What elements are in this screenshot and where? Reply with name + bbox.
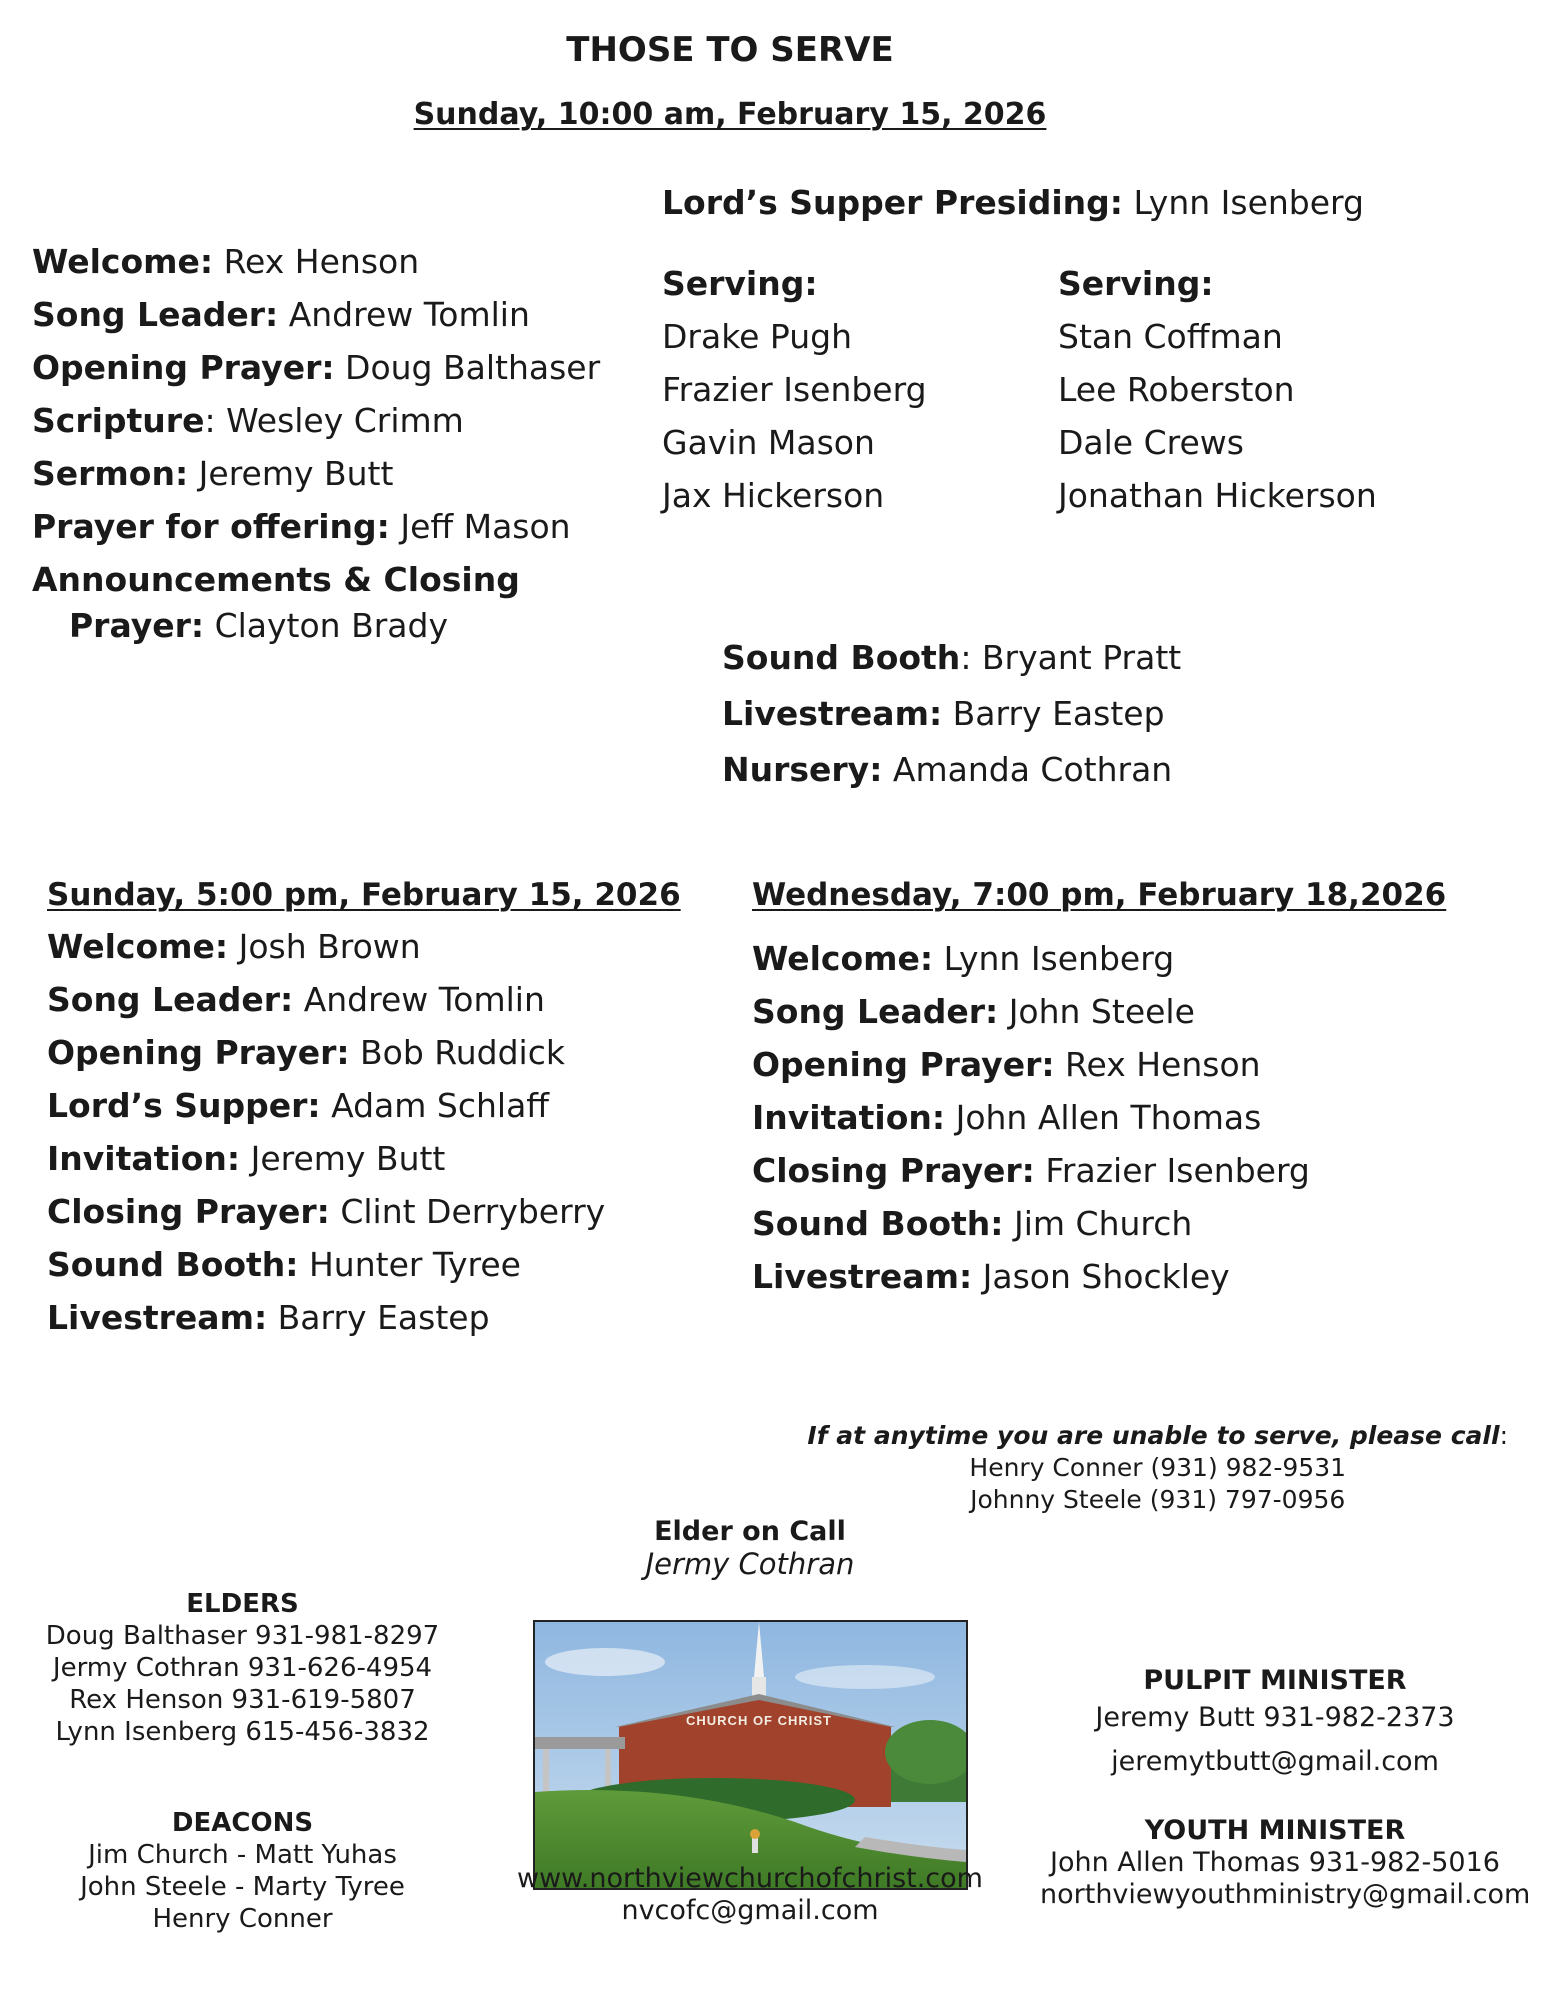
pulpit-heading: PULPIT MINISTER xyxy=(1143,1665,1407,1696)
role-closing-prayer: Closing Prayer: Clint Derryberry xyxy=(47,1192,606,1231)
role-song-leader: Song Leader: John Steele xyxy=(752,992,1195,1031)
role-welcome: Welcome: Josh Brown xyxy=(47,927,421,966)
role-closing-prayer: Closing Prayer: Frazier Isenberg xyxy=(752,1151,1310,1190)
pulpit-contact: Jeremy Butt 931-982-2373 xyxy=(1095,1702,1455,1733)
marker-post xyxy=(752,1837,758,1853)
elder-on-call-name: Jermy Cothran xyxy=(645,1547,855,1581)
wednesday-service-heading: Wednesday, 7:00 pm, February 18,2026 xyxy=(752,877,1447,913)
role-scripture: Scripture: Wesley Crimm xyxy=(32,401,464,440)
elder-entry: Lynn Isenberg 615-456-3832 xyxy=(55,1717,430,1747)
morning-extra-roles xyxy=(722,630,1181,798)
church-illustration xyxy=(535,1622,966,1888)
role-welcome: Welcome: Lynn Isenberg xyxy=(752,939,1175,978)
evening-service-heading: Sunday, 5:00 pm, February 15, 2026 xyxy=(47,877,681,913)
cloud xyxy=(545,1648,665,1676)
elder-on-call-label: Elder on Call xyxy=(654,1516,846,1547)
serving-column-2 xyxy=(1058,257,1377,522)
unable-to-serve-note xyxy=(807,1420,1508,1516)
canopy-post xyxy=(543,1749,549,1794)
deacon-entry: Henry Conner xyxy=(152,1904,333,1934)
role-lords-supper-presiding: Lord’s Supper Presiding: Lynn Isenberg xyxy=(662,183,1364,222)
server-name: Drake Pugh xyxy=(662,317,853,356)
website-link[interactable]: www.northviewchurchofchrist.com xyxy=(517,1863,983,1894)
elders-heading: ELDERS xyxy=(186,1589,299,1619)
church-email-link[interactable]: nvcofc@gmail.com xyxy=(621,1895,879,1926)
server-name: Frazier Isenberg xyxy=(662,370,927,409)
serving-heading: Serving: xyxy=(662,264,818,303)
role-invitation: Invitation: Jeremy Butt xyxy=(47,1139,446,1178)
role-invitation: Invitation: John Allen Thomas xyxy=(752,1098,1262,1137)
role-sermon: Sermon: Jeremy Butt xyxy=(32,454,394,493)
server-name: Jax Hickerson xyxy=(662,476,885,515)
deacon-entry: Jim Church - Matt Yuhas xyxy=(88,1840,397,1870)
server-name: Stan Coffman xyxy=(1058,317,1283,356)
youth-heading: YOUTH MINISTER xyxy=(1144,1815,1406,1846)
pulpit-email-link[interactable]: jeremytbutt@gmail.com xyxy=(1111,1746,1439,1777)
contact-line: Henry Conner (931) 982-9531 xyxy=(969,1453,1347,1482)
elder-on-call xyxy=(550,1515,950,1581)
role-opening-prayer: Opening Prayer: Doug Balthaser xyxy=(32,348,601,387)
role-opening-prayer: Opening Prayer: Bob Ruddick xyxy=(47,1033,565,1072)
role-sound-booth: Sound Booth: Jim Church xyxy=(752,1204,1193,1243)
deacon-entry: John Steele - Marty Tyree xyxy=(80,1872,405,1902)
youth-minister xyxy=(1040,1815,1531,1911)
church-sign: CHURCH OF CHRIST xyxy=(686,1713,832,1728)
elder-entry: Rex Henson 931-619-5807 xyxy=(69,1685,416,1715)
marker-light xyxy=(750,1829,760,1839)
youth-email-link[interactable]: northviewyouthministry@gmail.com xyxy=(1040,1879,1531,1910)
church-building-photo xyxy=(533,1620,968,1890)
role-announcements-label: Announcements & Closing xyxy=(32,560,520,599)
server-name: Gavin Mason xyxy=(662,423,875,462)
pulpit-minister xyxy=(1040,1664,1510,1782)
evening-service xyxy=(47,870,681,1344)
wednesday-service xyxy=(752,870,1446,1303)
elders-list xyxy=(40,1588,445,1748)
deacons-heading: DEACONS xyxy=(171,1808,314,1838)
unable-heading: If at anytime you are unable to serve, please call: xyxy=(807,1421,1508,1450)
role-livestream: Livestream: Barry Eastep xyxy=(47,1298,490,1337)
role-prayer-offering: Prayer for offering: Jeff Mason xyxy=(32,507,571,546)
church-contact xyxy=(500,1863,1000,1927)
role-sound-booth: Sound Booth: Bryant Pratt xyxy=(722,638,1182,677)
role-song-leader: Song Leader: Andrew Tomlin xyxy=(47,980,545,1019)
youth-contact: John Allen Thomas 931-982-5016 xyxy=(1050,1847,1500,1878)
role-sound-booth: Sound Booth: Hunter Tyree xyxy=(47,1245,521,1284)
cloud xyxy=(795,1665,935,1689)
deacons-list xyxy=(40,1807,445,1935)
role-livestream: Livestream: Barry Eastep xyxy=(722,694,1165,733)
role-lords-supper: Lord’s Supper: Adam Schlaff xyxy=(47,1086,550,1125)
elder-entry: Doug Balthaser 931-981-8297 xyxy=(45,1621,440,1651)
role-announcements: Prayer: Clayton Brady xyxy=(69,606,448,645)
server-name: Lee Roberston xyxy=(1058,370,1295,409)
morning-roles xyxy=(32,235,600,649)
contact-line: Johnny Steele (931) 797-0956 xyxy=(970,1485,1346,1514)
canopy xyxy=(535,1737,625,1749)
role-nursery: Nursery: Amanda Cothran xyxy=(722,750,1173,789)
server-name: Jonathan Hickerson xyxy=(1058,476,1377,515)
role-song-leader: Song Leader: Andrew Tomlin xyxy=(32,295,530,334)
role-livestream: Livestream: Jason Shockley xyxy=(752,1257,1230,1296)
role-opening-prayer: Opening Prayer: Rex Henson xyxy=(752,1045,1261,1084)
role-welcome: Welcome: Rex Henson xyxy=(32,242,420,281)
serving-heading: Serving: xyxy=(1058,264,1214,303)
server-name: Dale Crews xyxy=(1058,423,1244,462)
elder-entry: Jermy Cothran 931-626-4954 xyxy=(52,1653,433,1683)
page-title: THOSE TO SERVE xyxy=(566,30,894,70)
serving-column-1 xyxy=(662,257,927,522)
morning-service-heading: Sunday, 10:00 am, February 15, 2026 xyxy=(413,97,1047,132)
